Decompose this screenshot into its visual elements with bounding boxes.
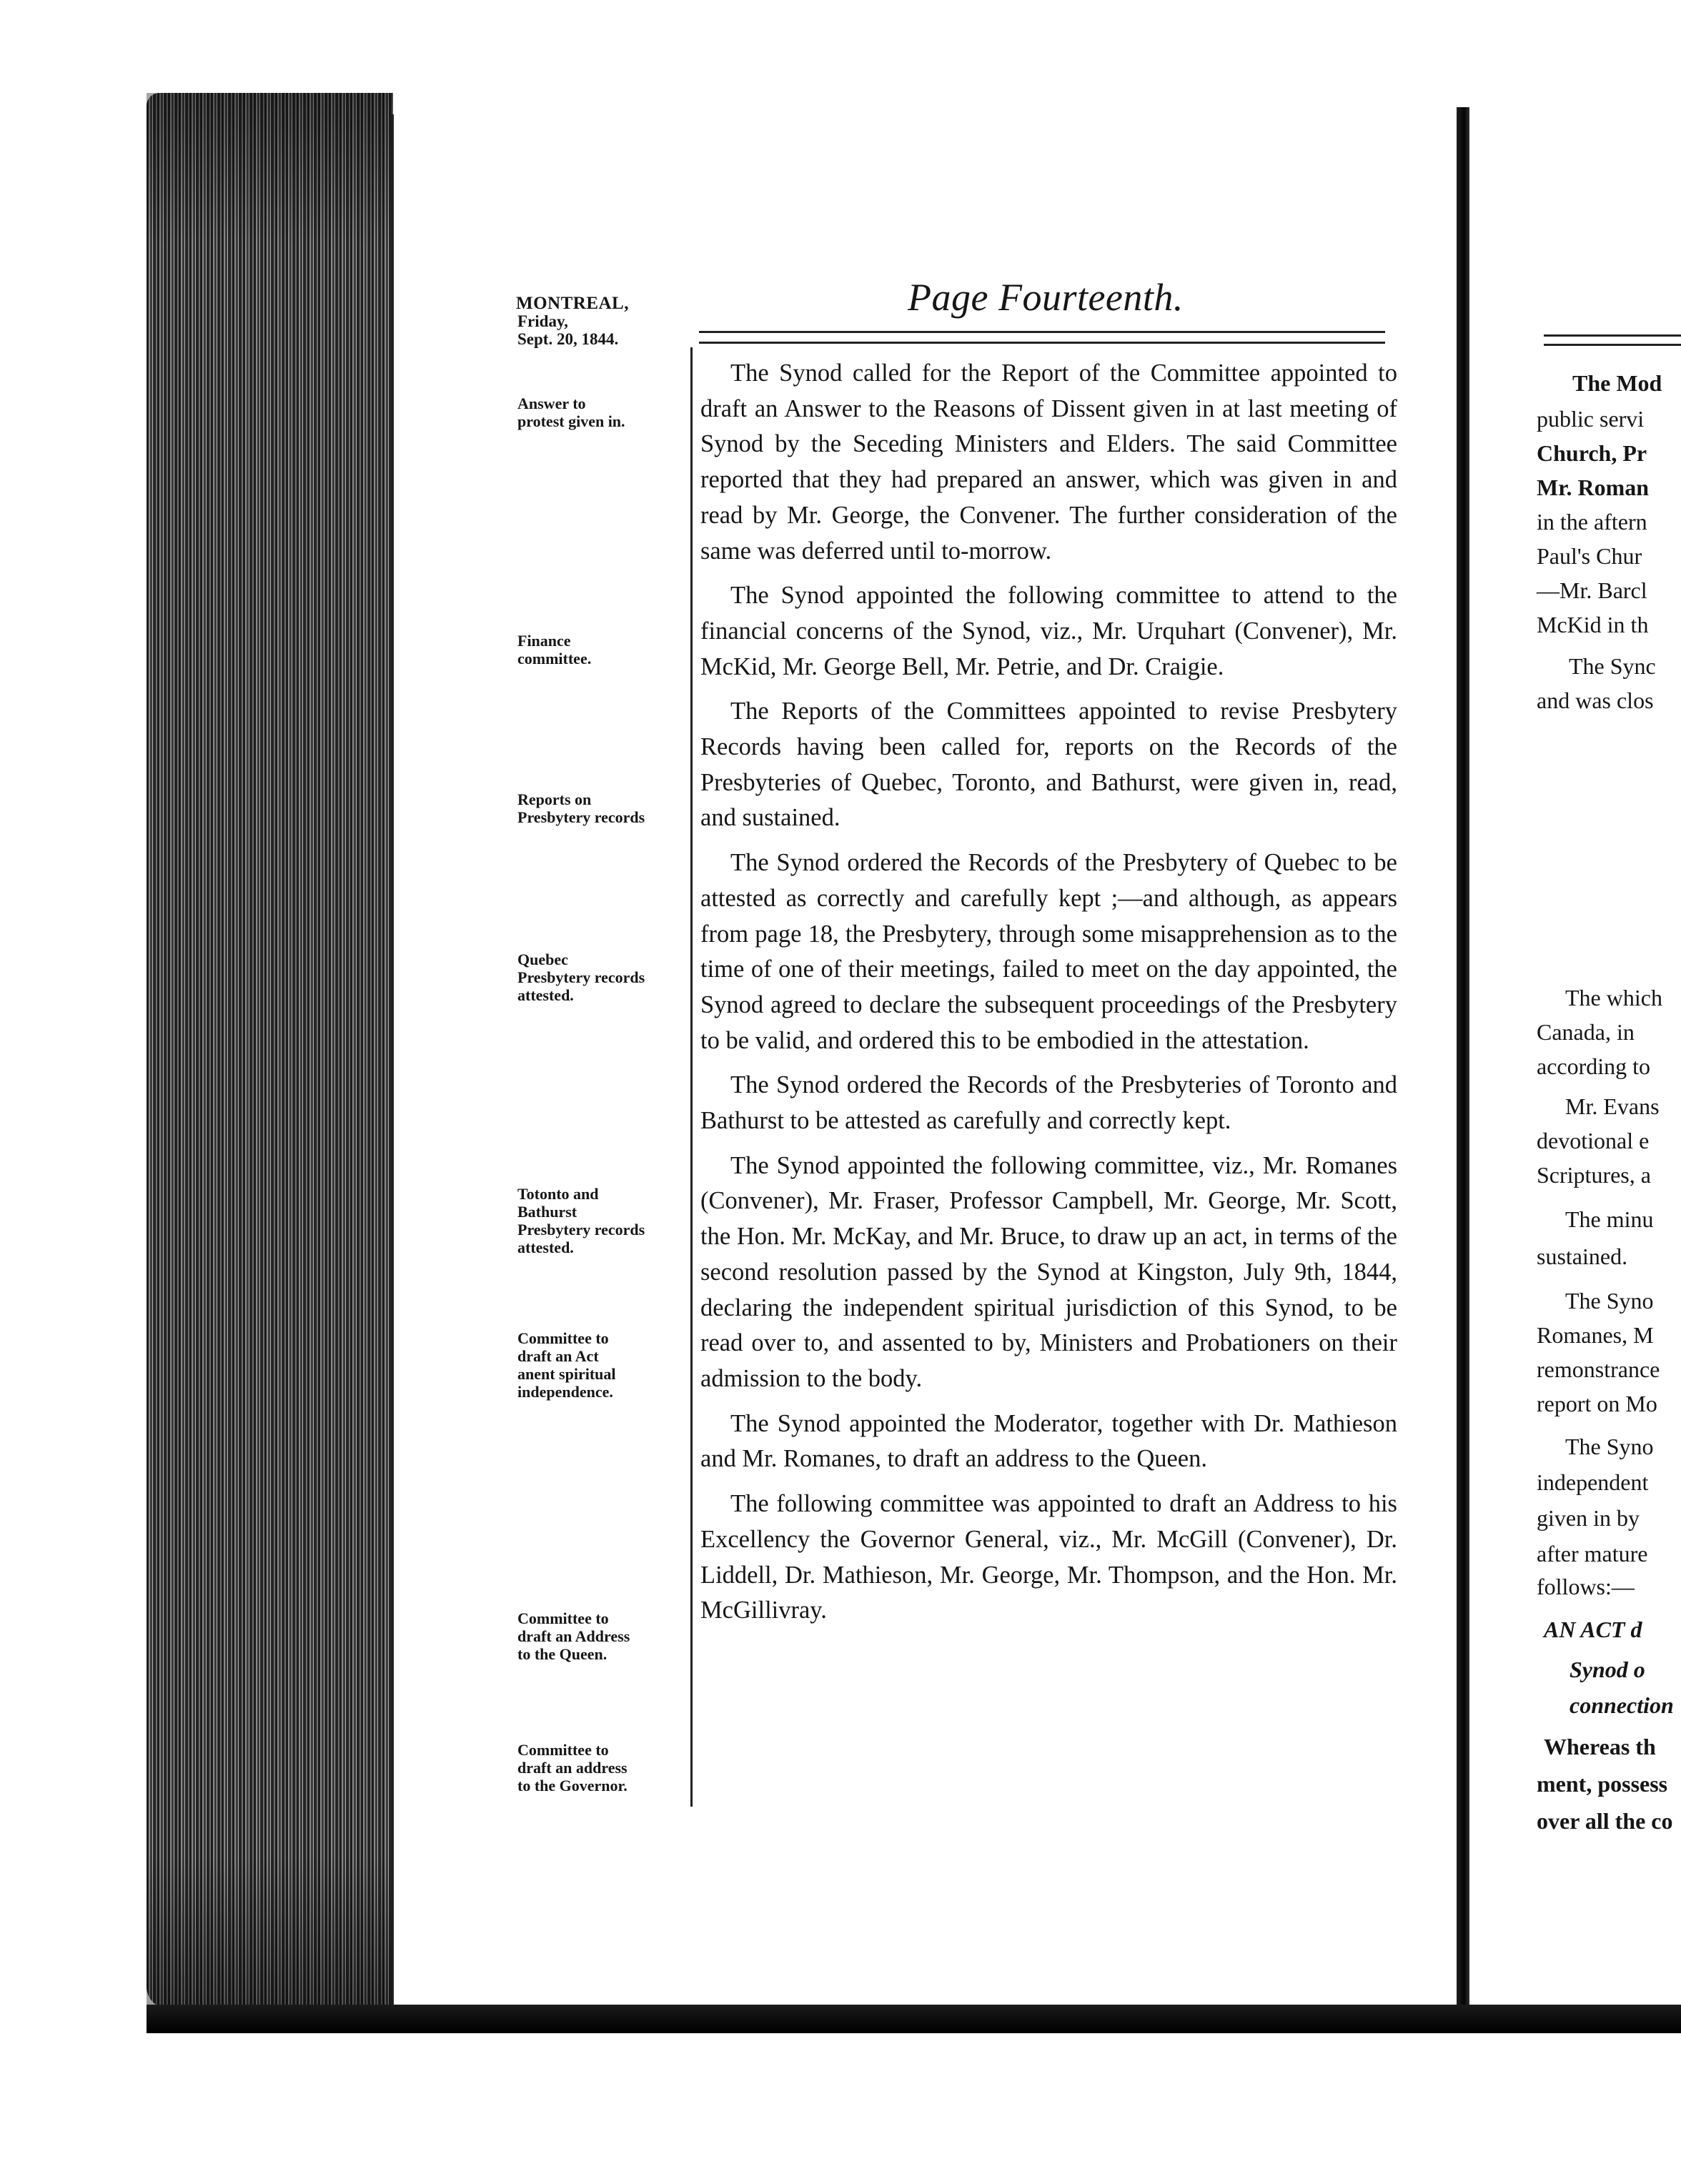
right-page-line: independent (1537, 1469, 1649, 1495)
right-page-line: Whereas th (1544, 1734, 1656, 1759)
scan-shadow (147, 2005, 1681, 2033)
right-page-line: The minu (1565, 1206, 1654, 1232)
margin-note-line: Finance (517, 632, 571, 650)
book-gutter (1457, 107, 1469, 2030)
margin-divider (690, 347, 693, 1807)
margin-note-governor (517, 1741, 689, 1795)
margin-note-line: committee. (517, 650, 592, 667)
margin-note-line: Presbytery records (517, 808, 645, 826)
dateline-city: MONTREAL, (516, 294, 629, 313)
margin-note-line: Presbytery records (517, 1221, 645, 1239)
right-page-line: Romanes, M (1537, 1322, 1654, 1348)
right-page-rule (1544, 334, 1681, 346)
right-page-line: report on Mo (1537, 1391, 1657, 1416)
right-page-line: AN ACT d (1544, 1617, 1642, 1642)
paragraph-queen-address: The Synod appointed the Moderator, together with Dr. Mathieson and Mr. Romanes, to draft an address to the Queen. (700, 1409, 1397, 1473)
margin-note-line: to the Governor. (517, 1777, 628, 1795)
margin-note-line: attested. (517, 986, 574, 1004)
right-page-line: in the aftern (1537, 509, 1647, 535)
margin-note-line: Committee to (517, 1609, 609, 1627)
margin-note-line: Quebec (517, 950, 568, 968)
margin-note-toronto (517, 1185, 689, 1256)
margin-note-queen (517, 1609, 689, 1663)
right-page-line: Synod o (1570, 1657, 1645, 1682)
right-page-line: given in by (1537, 1505, 1640, 1531)
margin-note-line: Committee to (517, 1329, 609, 1347)
right-page-line: Canada, in (1537, 1019, 1635, 1045)
right-page-line: and was clos (1537, 688, 1654, 713)
right-page-line: follows:— (1537, 1574, 1635, 1599)
right-page-line: McKid in th (1537, 612, 1649, 637)
paragraph-quebec-records: The Synod ordered the Records of the Presbytery of Quebec to be attested as correctly and carefully kept ;—and although, as appears from page 18, the Presbytery, through some misapprehension as to the time of one of their meetings, failed to meet on the day appointed, the Synod agreed to declare the subsequent proceedings of the Presbytery to be valid, and ordered this to be embodied in the attestation. (700, 849, 1397, 1054)
margin-note-answer (517, 394, 689, 430)
right-page-line: Paul's Chur (1537, 543, 1642, 569)
right-page-line: The Sync (1569, 653, 1656, 679)
paragraph-finance-committee: The Synod appointed the following committee to attend to the financial concerns of the Synod, viz., Mr. Urquhart (Convener), Mr. McKid, Mr. George Bell, Mr. Petrie, and Dr. Craigie. (700, 582, 1397, 680)
margin-note-line: Reports on (517, 790, 592, 808)
margin-note-line: anent spiritual (517, 1365, 616, 1383)
paragraph-answer-report: The Synod called for the Report of the Committee appointed to draft an Answer to the Reasons of Dissent given in at last meeting of Synod by the Seceding Ministers and Elders. The said Committee reported that they had prepared an answer, which was given in and read by Mr. George, the Convener. The further consideration of the same was deferred until to-morrow. (700, 359, 1397, 565)
right-page-line: Scriptures, a (1537, 1162, 1651, 1188)
margin-note-line: protest given in. (517, 412, 625, 430)
right-page-line: Mr. Evans (1565, 1093, 1660, 1119)
right-page-line: The Syno (1565, 1434, 1654, 1459)
margin-note-line: draft an address (517, 1759, 628, 1777)
right-page-line: devotional e (1537, 1128, 1650, 1153)
dateline (516, 294, 629, 348)
margin-note-line: Totonto and (517, 1185, 599, 1203)
right-page-line: according to (1537, 1053, 1651, 1079)
dateline-date: Sept. 20, 1844. (517, 330, 619, 348)
dateline-day: Friday, (517, 312, 568, 330)
right-page-line: public servi (1537, 406, 1645, 432)
right-page-line: after mature (1537, 1541, 1648, 1567)
paragraph-governor-address: The following committee was appointed to draft an Address to his Excellency the Governor General, viz., Mr. McGill (Convener), Dr. Liddell, Dr. Mathieson, Mr. George, Mr. Thompson, and the Hon. Mr. McGillivray. (700, 1490, 1397, 1624)
margin-note-finance (517, 632, 689, 667)
right-page-line: over all the co (1537, 1808, 1673, 1834)
margin-note-reports (517, 790, 689, 826)
paragraph-toronto-bathurst-records: The Synod ordered the Records of the Presbyteries of Toronto and Bathurst to be attested as carefully and correctly kept. (700, 1071, 1397, 1135)
margin-note-quebec (517, 950, 689, 1004)
minutes-body (700, 356, 1397, 1638)
margin-note-line: Answer to (517, 394, 586, 412)
margin-note-line: Presbytery records (517, 968, 645, 986)
right-page-line: connection (1570, 1692, 1674, 1718)
margin-note-line: Bathurst (517, 1203, 577, 1221)
right-page-line: The Syno (1565, 1288, 1654, 1314)
right-page-line: —Mr. Barcl (1537, 577, 1647, 603)
right-page-line: ment, possess (1537, 1771, 1668, 1797)
margin-note-line: draft an Act (517, 1347, 599, 1365)
margin-note-line: to the Queen. (517, 1645, 608, 1663)
right-page-line: sustained. (1537, 1244, 1628, 1269)
margin-note-line: independence. (517, 1383, 613, 1401)
paragraph-spiritual-independence-committee: The Synod appointed the following committee, viz., Mr. Romanes (Convener), Mr. Fraser, Professor Campbell, Mr. George, Mr. Scott, the Hon. Mr. McKay, and Mr. Bruce, to draw up an act, in terms of the second resolution passed by the Synod at Kingston, July 9th, 1844, declaring the independent spiritual jurisdiction of this Synod, to be read over to, and assented to by, Ministers and Probationers on their admission to the body. (700, 1151, 1397, 1392)
margin-note-line: draft an Address (517, 1627, 630, 1645)
margin-note-line: attested. (517, 1239, 574, 1256)
header-double-rule (699, 331, 1385, 344)
right-page-line: remonstrance (1537, 1356, 1660, 1382)
right-page-line: The which (1565, 985, 1662, 1011)
right-page-line: Church, Pr (1537, 440, 1647, 466)
right-page-line: The Mod (1572, 370, 1662, 396)
book-page-edges (147, 93, 393, 2008)
paragraph-presbytery-reports: The Reports of the Committees appointed to revise Presbytery Records having been called for, reports on the Records of the Presbyteries of Quebec, Toronto, and Bathurst, were given in, read, and sustained. (700, 698, 1397, 832)
margin-note-line: Committee to (517, 1741, 609, 1759)
margin-note-act (517, 1329, 689, 1401)
right-page-line: Mr. Roman (1537, 475, 1650, 500)
